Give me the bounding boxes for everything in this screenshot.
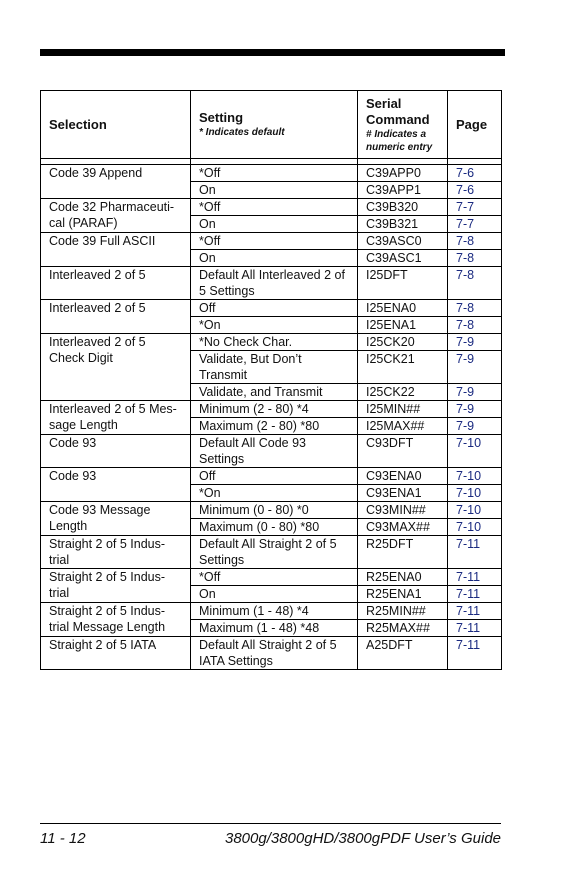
page-link[interactable]: 7-9 <box>456 335 475 349</box>
page-cell <box>448 250 502 267</box>
setting-cell: *Off <box>191 569 358 586</box>
table-body <box>41 159 502 670</box>
table-row <box>41 165 502 182</box>
page-link[interactable]: 7-7 <box>456 200 475 214</box>
setting-cell: Minimum (2 - 80) *4 <box>191 401 358 418</box>
setting-cell: Default All Interleaved 2 of 5 Settings <box>191 267 358 300</box>
page-link[interactable]: 7-8 <box>456 268 475 282</box>
page-link[interactable]: 7-7 <box>456 217 475 231</box>
selection-cell: Straight 2 of 5 Indus-trial Message Length <box>41 603 191 637</box>
serial-command-cell: C93ENA1 <box>358 485 448 502</box>
page-cell <box>448 300 502 317</box>
serial-command-cell: I25MAX## <box>358 418 448 435</box>
top-rule <box>40 49 505 56</box>
setting-cell: Maximum (0 - 80) *80 <box>191 519 358 536</box>
table-row <box>41 199 502 216</box>
table-header-row <box>41 91 502 159</box>
header-serial-command: Serial Command # Indicates a numeric entry <box>358 91 448 159</box>
serial-command-cell: A25DFT <box>358 637 448 670</box>
page-link[interactable]: 7-11 <box>456 587 481 601</box>
serial-command-cell: I25CK21 <box>358 351 448 384</box>
setting-cell: Default All Straight 2 of 5 IATA Settings <box>191 637 358 670</box>
serial-command-cell: C39ASC1 <box>358 250 448 267</box>
page-link[interactable]: 7-11 <box>456 537 481 551</box>
serial-command-cell: I25ENA0 <box>358 300 448 317</box>
footer-rule <box>40 823 501 824</box>
page-number: 11 - 12 <box>40 830 86 847</box>
page-link[interactable]: 7-10 <box>456 503 482 517</box>
serial-command-cell: C39APP1 <box>358 182 448 199</box>
serial-command-cell: C93ENA0 <box>358 468 448 485</box>
page-link[interactable]: 7-9 <box>456 419 475 433</box>
selection-cell: Interleaved 2 of 5 Mes-sage Length <box>41 401 191 435</box>
header-setting: Setting * Indicates default <box>191 91 358 159</box>
header-serial-note: # Indicates a numeric entry <box>366 128 433 153</box>
table-row <box>41 334 502 351</box>
page-link[interactable]: 7-8 <box>456 234 475 248</box>
serial-command-cell: R25MIN## <box>358 603 448 620</box>
serial-command-cell: R25ENA0 <box>358 569 448 586</box>
header-selection: Selection <box>41 91 191 159</box>
table-row <box>41 468 502 485</box>
page-cell <box>448 351 502 384</box>
page-cell <box>448 401 502 418</box>
page-link[interactable]: 7-9 <box>456 402 475 416</box>
page-link[interactable]: 7-9 <box>456 385 475 399</box>
serial-command-cell: C39APP0 <box>358 165 448 182</box>
serial-command-cell: I25ENA1 <box>358 317 448 334</box>
table-row <box>41 300 502 317</box>
setting-cell: *Off <box>191 199 358 216</box>
page-cell <box>448 334 502 351</box>
guide-title: 3800g/3800gHD/3800gPDF User’s Guide <box>224 830 501 847</box>
selection-cell: Straight 2 of 5 IATA <box>41 637 191 670</box>
selection-cell: Code 39 Full ASCII <box>41 233 191 267</box>
page-cell <box>448 165 502 182</box>
page-cell <box>448 216 502 233</box>
page-cell <box>448 317 502 334</box>
page-link[interactable]: 7-10 <box>456 520 482 534</box>
setting-cell: Validate, But Don’t Transmit <box>191 351 358 384</box>
page-cell <box>448 620 502 637</box>
page-cell <box>448 384 502 401</box>
serial-command-cell: C93MIN## <box>358 502 448 519</box>
page-link[interactable]: 7-6 <box>456 166 475 180</box>
table-row <box>41 267 502 300</box>
page-link[interactable]: 7-10 <box>456 486 482 500</box>
selection-cell: Code 93 <box>41 468 191 502</box>
serial-command-cell: R25DFT <box>358 536 448 569</box>
setting-cell: Minimum (1 - 48) *4 <box>191 603 358 620</box>
page-cell <box>448 199 502 216</box>
page-cell <box>448 502 502 519</box>
page-link[interactable]: 7-10 <box>456 436 482 450</box>
page-cell <box>448 182 502 199</box>
serial-command-cell: C39B321 <box>358 216 448 233</box>
page-link[interactable]: 7-10 <box>456 469 482 483</box>
selection-cell: Code 32 Pharmaceuti-cal (PARAF) <box>41 199 191 233</box>
selection-cell: Code 39 Append <box>41 165 191 199</box>
page-cell <box>448 485 502 502</box>
table-row <box>41 233 502 250</box>
serial-command-cell: C93MAX## <box>358 519 448 536</box>
selection-cell: Interleaved 2 of 5 <box>41 267 191 300</box>
serial-command-cell: R25MAX## <box>358 620 448 637</box>
setting-cell: Maximum (2 - 80) *80 <box>191 418 358 435</box>
page-link[interactable]: 7-8 <box>456 251 475 265</box>
serial-command-cell: C39B320 <box>358 199 448 216</box>
selection-cell: Interleaved 2 of 5 Check Digit <box>41 334 191 401</box>
setting-cell: *Off <box>191 165 358 182</box>
table-row <box>41 401 502 418</box>
setting-cell: On <box>191 586 358 603</box>
page-link[interactable]: 7-8 <box>456 301 475 315</box>
setting-cell: On <box>191 250 358 267</box>
serial-command-cell: R25ENA1 <box>358 586 448 603</box>
page-cell <box>448 519 502 536</box>
table-row <box>41 569 502 586</box>
selection-cell: Straight 2 of 5 Indus-trial <box>41 569 191 603</box>
setting-cell: *No Check Char. <box>191 334 358 351</box>
setting-cell: On <box>191 216 358 233</box>
page-cell <box>448 233 502 250</box>
page-link[interactable]: 7-11 <box>456 570 481 584</box>
page-cell <box>448 418 502 435</box>
serial-command-cell: I25DFT <box>358 267 448 300</box>
setting-cell: Default All Straight 2 of 5 Settings <box>191 536 358 569</box>
page-cell <box>448 569 502 586</box>
table-row <box>41 637 502 670</box>
setting-cell: Off <box>191 300 358 317</box>
page-cell <box>448 435 502 468</box>
table-row <box>41 502 502 519</box>
selection-cell: Interleaved 2 of 5 <box>41 300 191 334</box>
serial-command-cell: I25CK22 <box>358 384 448 401</box>
serial-command-cell: C39ASC0 <box>358 233 448 250</box>
setting-cell: *Off <box>191 233 358 250</box>
setting-cell: On <box>191 182 358 199</box>
table-row <box>41 435 502 468</box>
setting-cell: Minimum (0 - 80) *0 <box>191 502 358 519</box>
serial-command-table <box>40 90 502 670</box>
page-link[interactable]: 7-11 <box>456 638 481 652</box>
setting-cell: Validate, and Transmit <box>191 384 358 401</box>
header-page: Page <box>448 91 502 159</box>
selection-cell: Straight 2 of 5 Indus-trial <box>41 536 191 569</box>
page-cell <box>448 468 502 485</box>
setting-cell: Default All Code 93 Settings <box>191 435 358 468</box>
page-link[interactable]: 7-8 <box>456 318 475 332</box>
page-link[interactable]: 7-6 <box>456 183 475 197</box>
setting-cell: *On <box>191 317 358 334</box>
setting-cell: Off <box>191 468 358 485</box>
selection-cell: Code 93 <box>41 435 191 468</box>
page-link[interactable]: 7-9 <box>456 352 475 366</box>
serial-command-cell: I25CK20 <box>358 334 448 351</box>
selection-cell: Code 93 Message Length <box>41 502 191 536</box>
page-cell <box>448 536 502 569</box>
page-cell <box>448 267 502 300</box>
page-link[interactable]: 7-11 <box>456 604 481 618</box>
serial-command-cell: C93DFT <box>358 435 448 468</box>
table-row <box>41 536 502 569</box>
setting-cell: Maximum (1 - 48) *48 <box>191 620 358 637</box>
page-cell <box>448 603 502 620</box>
header-setting-note: * Indicates default <box>199 127 285 138</box>
page-link[interactable]: 7-11 <box>456 621 481 635</box>
page-cell <box>448 637 502 670</box>
page-cell <box>448 586 502 603</box>
table-row <box>41 603 502 620</box>
setting-cell: *On <box>191 485 358 502</box>
serial-command-cell: I25MIN## <box>358 401 448 418</box>
